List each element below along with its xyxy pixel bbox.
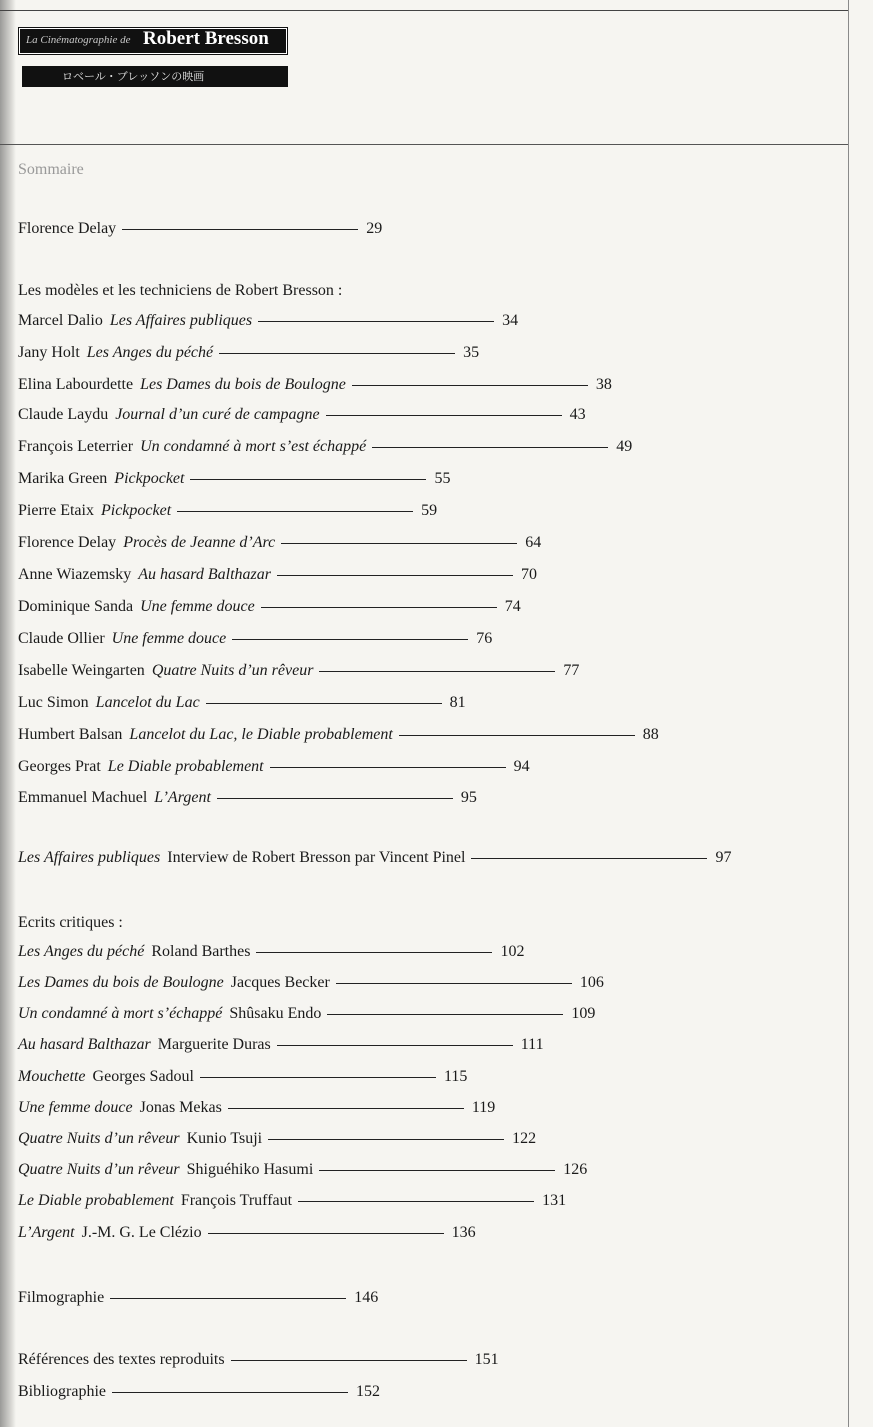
section-rule <box>0 144 848 145</box>
toc-entry-bibliographie <box>18 1383 380 1401</box>
entry-work: L’Argent <box>18 1224 75 1241</box>
entry-author: Elina Labourdette <box>18 376 134 393</box>
toc-entry-model <box>18 406 586 424</box>
entry-page: 136 <box>451 1224 476 1241</box>
entry-author: Anne Wiazemsky <box>18 566 132 583</box>
entry-page: 70 <box>521 566 537 583</box>
right-rule <box>848 0 849 1427</box>
entry-author: J.-M. G. Le Clézio <box>81 1224 202 1241</box>
entry-page: 97 <box>715 849 732 866</box>
entry-page: 102 <box>500 943 525 960</box>
toc-entry-critic <box>18 1161 587 1179</box>
entry-work: Pickpocket <box>100 502 172 519</box>
entry-work: Les Anges du péché <box>18 943 145 960</box>
entry-work: Procès de Jeanne d’Arc <box>123 534 276 551</box>
entry-work: Un condamné à mort s’échappé <box>18 1005 223 1022</box>
entry-author: Roland Barthes <box>151 943 251 960</box>
entry-page: 106 <box>579 974 604 991</box>
leader-line <box>270 767 506 768</box>
entry-author: Pierre Etaix <box>18 502 94 519</box>
leader-line <box>399 735 635 736</box>
entry-author: François Truffaut <box>180 1192 293 1209</box>
entry-page: 94 <box>513 758 530 775</box>
entry-page: 49 <box>616 438 633 455</box>
toc-entry-model <box>18 534 541 552</box>
models-heading: Les modèles et les techniciens de Robert Bresson : <box>18 282 343 299</box>
entry-work: Au hasard Balthazar <box>18 1036 151 1053</box>
leader-line <box>190 479 426 480</box>
entry-work: Lancelot du Lac, le Diable probablement <box>129 726 393 743</box>
entry-author: Kunio Tsuji <box>186 1130 263 1147</box>
leader-line <box>268 1139 504 1140</box>
entry-work: Une femme douce <box>18 1099 133 1116</box>
entry-work: L’Argent <box>154 789 211 806</box>
entry-author: Shiguéhiko Hasumi <box>186 1161 314 1178</box>
entry-work: Quatre Nuits d’un rêveur <box>151 662 314 679</box>
toc-entry-model <box>18 312 518 330</box>
leader-line <box>206 703 442 704</box>
entry-work: Les Affaires publiques <box>109 312 253 329</box>
entry-work: Pickpocket <box>114 470 185 487</box>
entry-author: Shûsaku Endo <box>229 1005 322 1022</box>
entry-label: Références des textes reproduits <box>18 1351 225 1368</box>
leader-line <box>277 1045 513 1046</box>
leader-line <box>471 858 707 859</box>
entry-page: 95 <box>460 789 477 806</box>
leader-line <box>208 1233 444 1234</box>
binding-shadow <box>0 0 16 1427</box>
entry-author: Georges Sadoul <box>92 1068 194 1085</box>
toc-entry-model <box>18 344 479 362</box>
toc-entry-critic <box>18 1130 536 1148</box>
leader-line <box>219 353 455 354</box>
leader-line <box>228 1108 464 1109</box>
entry-work: Les Affaires publiques <box>18 849 161 866</box>
toc-entry-model <box>18 694 466 712</box>
entry-label: Bibliographie <box>18 1383 106 1400</box>
entry-work: Lancelot du Lac <box>95 694 200 711</box>
entry-author: Georges Prat <box>18 758 101 775</box>
entry-author: Jany Holt <box>18 344 80 361</box>
entry-work: Une femme douce <box>111 630 227 647</box>
leader-line <box>112 1392 348 1393</box>
entry-page: 111 <box>520 1036 544 1053</box>
leader-line <box>122 229 358 230</box>
entry-author: Dominique Sanda <box>18 598 134 615</box>
entry-page: 55 <box>434 470 451 487</box>
leader-line <box>256 952 492 953</box>
toc-entry-critic <box>18 1192 566 1210</box>
entry-page: 119 <box>471 1099 496 1116</box>
entry-work: Au hasard Balthazar <box>138 566 271 583</box>
entry-author: Claude Ollier <box>18 630 105 647</box>
entry-work: Un condamné à mort s’est échappé <box>140 438 367 455</box>
toc-entry-critic <box>18 1005 595 1023</box>
leader-line <box>326 415 562 416</box>
entry-author: Luc Simon <box>18 694 89 711</box>
entry-page: 43 <box>569 406 586 423</box>
entry-label: Filmographie <box>18 1289 105 1306</box>
entry-author: Marika Green <box>18 470 108 487</box>
toc-entry-references <box>18 1351 499 1369</box>
entry-author: Marcel Dalio <box>18 312 103 329</box>
toc-entry-interview <box>18 849 731 867</box>
leader-line <box>336 983 572 984</box>
entry-work: Les Dames du bois de Boulogne <box>140 376 346 393</box>
leader-line <box>232 639 468 640</box>
toc-entry-delay <box>18 220 382 238</box>
toc-entry-model <box>18 662 579 680</box>
leader-line <box>281 543 517 544</box>
leader-line <box>298 1201 534 1202</box>
entry-work: Le Diable probablement <box>107 758 264 775</box>
entry-author: Emmanuel Machuel <box>18 789 148 806</box>
entry-page: 146 <box>354 1289 379 1306</box>
entry-page: 64 <box>525 534 542 551</box>
entry-work: Mouchette <box>18 1068 86 1085</box>
entry-page: 151 <box>474 1351 499 1368</box>
header-title: Robert Bresson <box>143 28 269 49</box>
entry-author: Florence Delay <box>18 534 117 551</box>
toc-entry-model <box>18 789 477 807</box>
toc-entry-critic <box>18 1036 544 1054</box>
entry-author: Humbert Balsan <box>18 726 123 743</box>
entry-author: Marguerite Duras <box>157 1036 271 1053</box>
toc-entry-critic <box>18 1068 467 1086</box>
entry-page: 74 <box>504 598 521 615</box>
leader-line <box>319 671 555 672</box>
entry-author: Isabelle Weingarten <box>18 662 145 679</box>
top-rule <box>0 10 848 11</box>
leader-line <box>258 321 494 322</box>
entry-author: François Leterrier <box>18 438 134 455</box>
entry-page: 34 <box>502 312 519 329</box>
header-small-text: La Cinématographie de <box>26 34 131 46</box>
leader-line <box>352 385 588 386</box>
entry-work: Les Dames du bois de Boulogne <box>18 974 224 991</box>
toc-entry-model <box>18 376 612 394</box>
toc-entry-model <box>18 630 492 648</box>
entry-page: 115 <box>444 1068 468 1085</box>
entry-author: Jacques Becker <box>230 974 330 991</box>
toc-entry-model <box>18 726 659 744</box>
toc-entry-model <box>18 502 437 520</box>
entry-page: 81 <box>449 694 466 711</box>
entry-page: 109 <box>571 1005 596 1022</box>
entry-author: Claude Laydu <box>18 406 109 423</box>
entry-work: Les Anges du péché <box>86 344 214 361</box>
toc-entry-model <box>18 470 450 488</box>
leader-line <box>110 1298 346 1299</box>
header-japanese-title: ロベール・ブレッソンの映画 <box>62 70 205 83</box>
sommaire-heading: Sommaire <box>18 161 84 178</box>
leader-line <box>177 511 413 512</box>
leader-line <box>231 1360 467 1361</box>
toc-entry-critic <box>18 1224 476 1242</box>
entry-author: Florence Delay <box>18 220 117 237</box>
leader-line <box>319 1170 555 1171</box>
toc-entry-critic <box>18 1099 495 1117</box>
entry-work: Une femme douce <box>140 598 255 615</box>
entry-work: Le Diable probablement <box>18 1192 174 1209</box>
entry-page: 88 <box>642 726 659 743</box>
entry-page: 59 <box>421 502 438 519</box>
toc-entry-model <box>18 566 537 584</box>
entry-work: Quatre Nuits d’un rêveur <box>18 1130 180 1147</box>
toc-entry-model <box>18 438 632 456</box>
entry-text: Interview de Robert Bresson par Vincent Pinel <box>167 849 466 866</box>
toc-entry-model <box>18 598 521 616</box>
entry-author: Jonas Mekas <box>139 1099 222 1116</box>
entry-page: 131 <box>542 1192 567 1209</box>
entry-work: Quatre Nuits d’un rêveur <box>18 1161 180 1178</box>
toc-entry-filmographie <box>18 1289 378 1307</box>
entry-page: 38 <box>595 376 612 393</box>
entry-page: 29 <box>366 220 383 237</box>
leader-line <box>261 607 497 608</box>
leader-line <box>327 1014 563 1015</box>
entry-page: 152 <box>355 1383 380 1400</box>
toc-entry-critic <box>18 943 524 961</box>
leader-line <box>217 798 453 799</box>
leader-line <box>200 1077 436 1078</box>
toc-entry-critic <box>18 974 604 992</box>
leader-line <box>277 575 513 576</box>
entry-page: 122 <box>512 1130 537 1147</box>
entry-page: 77 <box>563 662 580 679</box>
entry-page: 35 <box>463 344 480 361</box>
ecrits-heading: Ecrits critiques : <box>18 914 123 931</box>
toc-entry-model <box>18 758 530 776</box>
leader-line <box>372 447 608 448</box>
entry-work: Journal d’un curé de campagne <box>115 406 320 423</box>
entry-page: 76 <box>476 630 493 647</box>
entry-page: 126 <box>563 1161 588 1178</box>
